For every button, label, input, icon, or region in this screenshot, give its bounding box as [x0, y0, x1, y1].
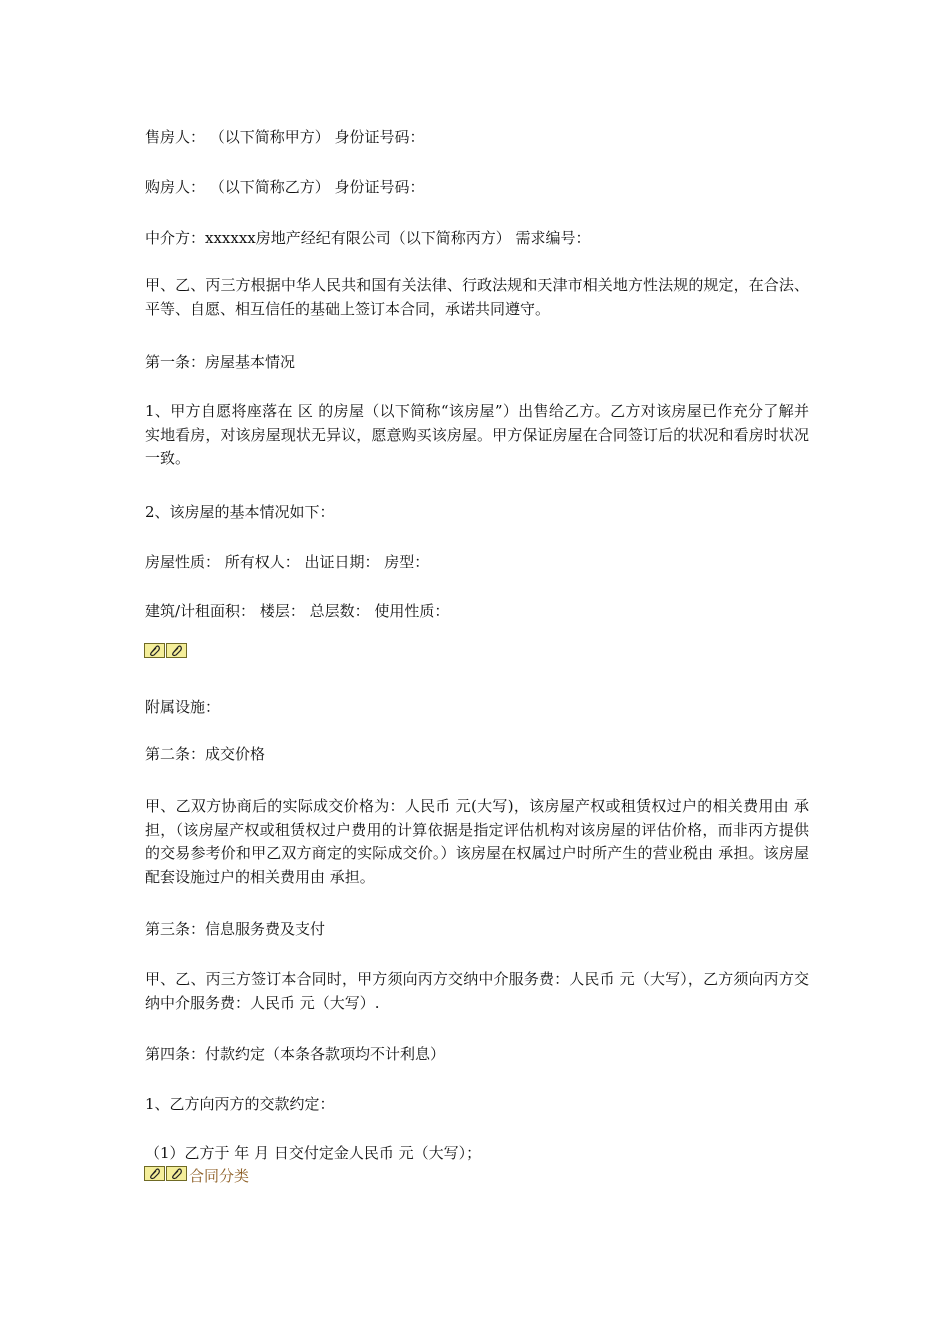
- article2-paragraph: 甲、乙双方协商后的实际成交价格为：人民币 元(大写)，该房屋产权或租赁权过户的相关费用由 承担，（该房屋产权或租赁权过户费用的计算依据是指定评估机构对该房屋的评估价格，而非丙方提供的交易参考价和甲乙双方商定的实际成交价。）该房屋在权属过户时所产生的营业税由 承担。该房屋配套设施过户的相关费用由 承担。: [145, 797, 809, 886]
- article4-title: 第四条：付款约定（本条各款项均不计利息）: [145, 1045, 446, 1063]
- property-info-line2: 建筑/计租面积： 楼层： 总层数： 使用性质：: [145, 602, 450, 620]
- article3-title: 第三条：信息服务费及支付: [145, 920, 326, 938]
- article3-paragraph: 甲、乙、丙三方签订本合同时，甲方须向丙方交纳中介服务费：人民币 元（大写），乙方须向丙方交纳中介服务费：人民币 元（大写）.: [145, 970, 809, 1012]
- category-icons: [144, 1166, 187, 1182]
- buyer-line: 购房人： （以下简称乙方） 身份证号码：: [145, 178, 425, 196]
- paperclip-icon[interactable]: [144, 643, 165, 658]
- article2-title: 第二条：成交价格: [145, 745, 266, 763]
- article1-paragraph1: 1、甲方自愿将座落在 区 的房屋（以下简称“该房屋”）出售给乙方。乙方对该房屋已作充分了解并实地看房，对该房屋现状无异议，愿意购买该房屋。甲方保证房屋在合同签订后的状况和看房时状况一致。: [145, 402, 809, 467]
- preamble-paragraph: 甲、乙、丙三方根据中华人民共和国有关法律、行政法规和天津市相关地方性法规的规定，在合法、平等、自愿、相互信任的基础上签订本合同，承诺共同遵守。: [145, 276, 809, 318]
- facilities-line: 附属设施：: [145, 698, 221, 716]
- article1-title: 第一条：房屋基本情况: [145, 353, 296, 371]
- property-info-line1: 房屋性质： 所有权人： 出证日期： 房型：: [145, 553, 430, 571]
- article1-paragraph2: 2、该房屋的基本情况如下：: [145, 503, 335, 521]
- agent-line: 中介方：xxxxxx房地产经纪有限公司（以下简称丙方） 需求编号：: [145, 229, 591, 247]
- contract-category-link[interactable]: 合同分类: [189, 1167, 250, 1185]
- article4-item1: （1）乙方于 年 月 日交付定金人民币 元（大写）；: [145, 1144, 482, 1162]
- attachment-icons: [144, 643, 187, 659]
- paperclip-icon[interactable]: [166, 643, 187, 658]
- article4-paragraph1: 1、乙方向丙方的交款约定：: [145, 1095, 335, 1113]
- seller-line: 售房人： （以下简称甲方） 身份证号码：: [145, 128, 425, 146]
- paperclip-icon[interactable]: [144, 1166, 165, 1181]
- paperclip-icon[interactable]: [166, 1166, 187, 1181]
